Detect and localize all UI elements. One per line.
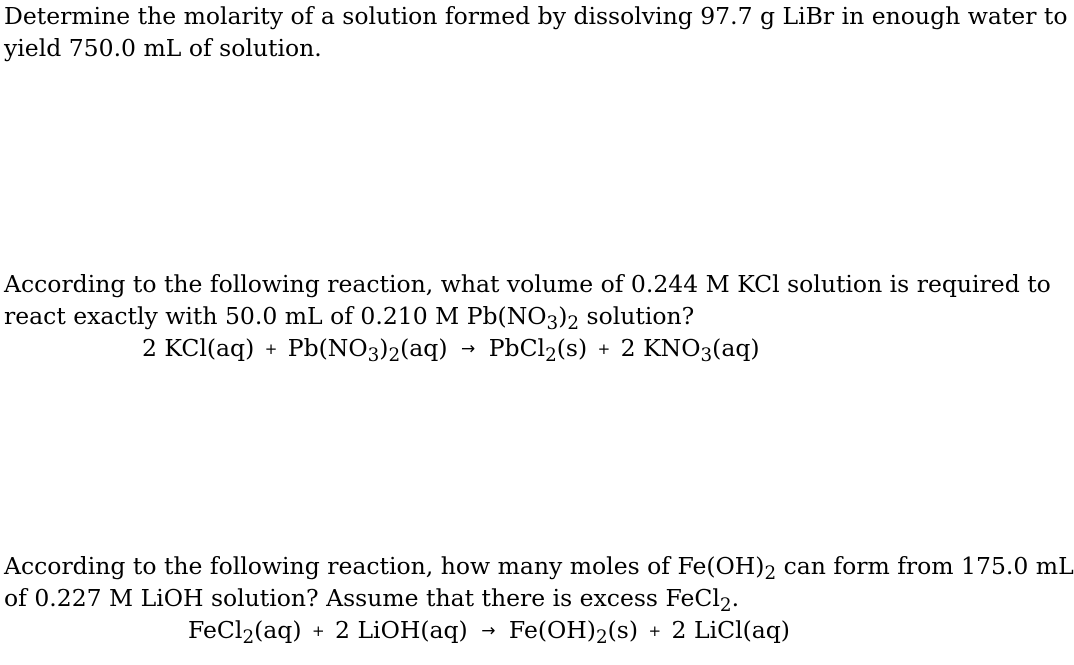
eq3-term: (s) [607, 616, 646, 644]
eq2-term: ) [379, 334, 389, 362]
question-3-line-1 [4, 550, 1074, 585]
eq2-term: (aq) [400, 334, 455, 362]
q2-subscript-1: 3 [546, 313, 559, 335]
eq3-term: 2 LiCl(aq) [664, 616, 790, 644]
eq3-term: 2 LiOH(aq) [327, 616, 476, 644]
q2-text-b: ) [558, 302, 568, 330]
eq3-term: Fe(OH) [501, 616, 596, 644]
plus-sign: + [648, 622, 662, 640]
eq2-subscript: 3 [700, 345, 713, 367]
q3-subscript-2: 2 [719, 595, 732, 617]
plus-sign: + [311, 622, 325, 640]
eq2-term: PbCl [481, 334, 546, 362]
eq2-term: (s) [556, 334, 595, 362]
question-1 [4, 0, 1068, 64]
eq3-subscript: 2 [242, 627, 255, 649]
q3-subscript-1: 2 [764, 563, 777, 585]
reaction-arrow-icon: → [481, 621, 496, 641]
q3-text-a: According to the following reaction, how many moles of Fe(OH) [4, 552, 765, 580]
question-2-line-1: According to the following reaction, what volume of 0.244 M KCl solution is required to [4, 270, 1051, 298]
eq2-term: (aq) [712, 334, 760, 362]
q2-text-c: solution? [579, 302, 695, 330]
eq2-term: 2 KNO [613, 334, 701, 362]
eq3-term: (aq) [254, 616, 309, 644]
eq2-term: 2 KCl(aq) [142, 334, 262, 362]
eq2-term: Pb(NO [280, 334, 368, 362]
eq2-subscript: 3 [367, 345, 380, 367]
q3-text-d: . [731, 584, 740, 612]
question-2 [4, 268, 1051, 367]
eq3-subscript: 2 [595, 627, 608, 649]
question-2-line-2 [4, 300, 1002, 335]
plus-sign: + [597, 340, 611, 358]
question-1-line-1: Determine the molarity of a solution formed by dissolving 97.7 g LiBr in enough water to [4, 2, 1068, 30]
eq3-term: FeCl [188, 616, 243, 644]
q3-text-b: can form from 175.0 mL [776, 552, 1074, 580]
question-3-line-2 [4, 582, 1002, 617]
q2-text-a: react exactly with 50.0 mL of 0.210 M Pb(NO [4, 302, 547, 330]
eq2-subscript: 2 [545, 345, 557, 367]
reaction-arrow-icon: → [461, 339, 476, 359]
question-2-equation [4, 332, 1002, 365]
q2-subscript-2: 2 [567, 313, 580, 335]
plus-sign: + [264, 340, 278, 358]
q3-text-c: of 0.227 M LiOH solution? Assume that there is excess FeCl [4, 584, 720, 612]
question-3-equation [4, 614, 1002, 647]
eq2-subscript: 2 [388, 345, 401, 367]
question-3 [4, 550, 1074, 649]
question-1-line-2: yield 750.0 mL of solution. [4, 34, 322, 62]
